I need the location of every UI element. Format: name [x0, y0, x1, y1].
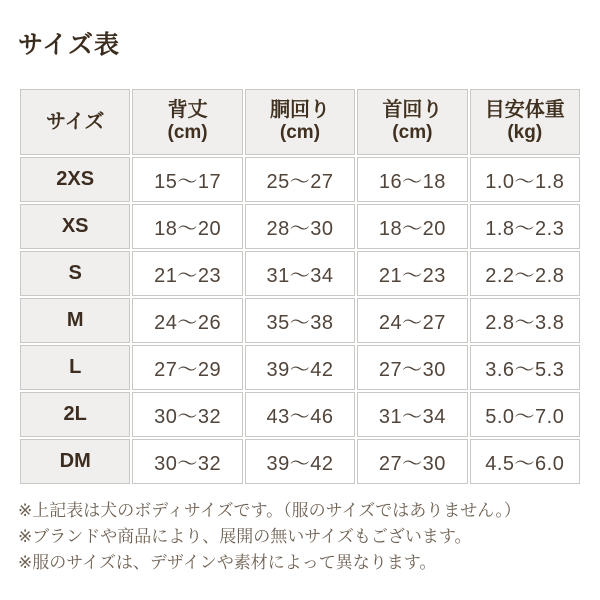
- girth-value: 35〜38: [245, 298, 355, 343]
- neck-value: 21〜23: [357, 251, 467, 296]
- girth-value: 28〜30: [245, 204, 355, 249]
- note-line: ※ブランドや商品により、展開の無いサイズもございます。: [18, 527, 472, 547]
- column-header-weight: [470, 89, 580, 155]
- table-row: [20, 251, 580, 296]
- back-length-value: 27〜29: [132, 345, 242, 390]
- neck-value: 16〜18: [357, 157, 467, 202]
- column-header-label: 目安体重: [484, 99, 565, 122]
- size-label: DM: [20, 439, 130, 484]
- neck-value: 31〜34: [357, 392, 467, 437]
- table-row: [20, 157, 580, 202]
- weight-value: 2.2〜2.8: [470, 251, 580, 296]
- table-row: [20, 298, 580, 343]
- column-header-unit: (cm): [279, 122, 321, 144]
- girth-value: 25〜27: [245, 157, 355, 202]
- girth-value: 31〜34: [245, 251, 355, 296]
- weight-value: 2.8〜3.8: [470, 298, 580, 343]
- neck-value: 18〜20: [357, 204, 467, 249]
- back-length-value: 30〜32: [132, 392, 242, 437]
- weight-value: 4.5〜6.0: [470, 439, 580, 484]
- size-table: [18, 87, 582, 486]
- table-row: [20, 439, 580, 484]
- footnotes: [18, 498, 582, 577]
- column-header-label: 胴回り: [269, 99, 330, 122]
- girth-value: 43〜46: [245, 392, 355, 437]
- back-length-value: 24〜26: [132, 298, 242, 343]
- column-header-neck: [357, 89, 467, 155]
- girth-value: 39〜42: [245, 345, 355, 390]
- size-label: 2XS: [20, 157, 130, 202]
- size-label: L: [20, 345, 130, 390]
- size-table-body: [20, 157, 580, 484]
- back-length-value: 30〜32: [132, 439, 242, 484]
- column-header-label: 背丈: [167, 99, 208, 122]
- column-header-label: 首回り: [382, 99, 443, 122]
- back-length-value: 18〜20: [132, 204, 242, 249]
- column-header-unit: (kg): [507, 122, 543, 144]
- neck-value: 24〜27: [357, 298, 467, 343]
- size-label: XS: [20, 204, 130, 249]
- weight-value: 5.0〜7.0: [470, 392, 580, 437]
- column-header-size: [20, 89, 130, 155]
- size-label: M: [20, 298, 130, 343]
- weight-value: 1.8〜2.3: [470, 204, 580, 249]
- size-table-header: [20, 89, 580, 155]
- column-header-girth: [245, 89, 355, 155]
- column-header-unit: (cm): [392, 122, 433, 144]
- girth-value: 39〜42: [245, 439, 355, 484]
- size-label: S: [20, 251, 130, 296]
- column-header-label: サイズ: [45, 110, 105, 133]
- note-line: ※上記表は犬のボディサイズです。（服のサイズではありません。）: [18, 500, 521, 520]
- column-header-unit: (cm): [167, 122, 208, 144]
- header-row: [20, 89, 580, 155]
- weight-value: 1.0〜1.8: [470, 157, 580, 202]
- neck-value: 27〜30: [357, 439, 467, 484]
- back-length-value: 15〜17: [132, 157, 242, 202]
- note-line: ※服のサイズは、デザインや素材によって異なります。: [18, 553, 437, 573]
- table-row: [20, 204, 580, 249]
- weight-value: 3.6〜5.3: [470, 345, 580, 390]
- back-length-value: 21〜23: [132, 251, 242, 296]
- size-label: 2L: [20, 392, 130, 437]
- table-row: [20, 392, 580, 437]
- table-row: [20, 345, 580, 390]
- column-header-back-length: [132, 89, 242, 155]
- neck-value: 27〜30: [357, 345, 467, 390]
- page-title: サイズ表: [18, 31, 121, 59]
